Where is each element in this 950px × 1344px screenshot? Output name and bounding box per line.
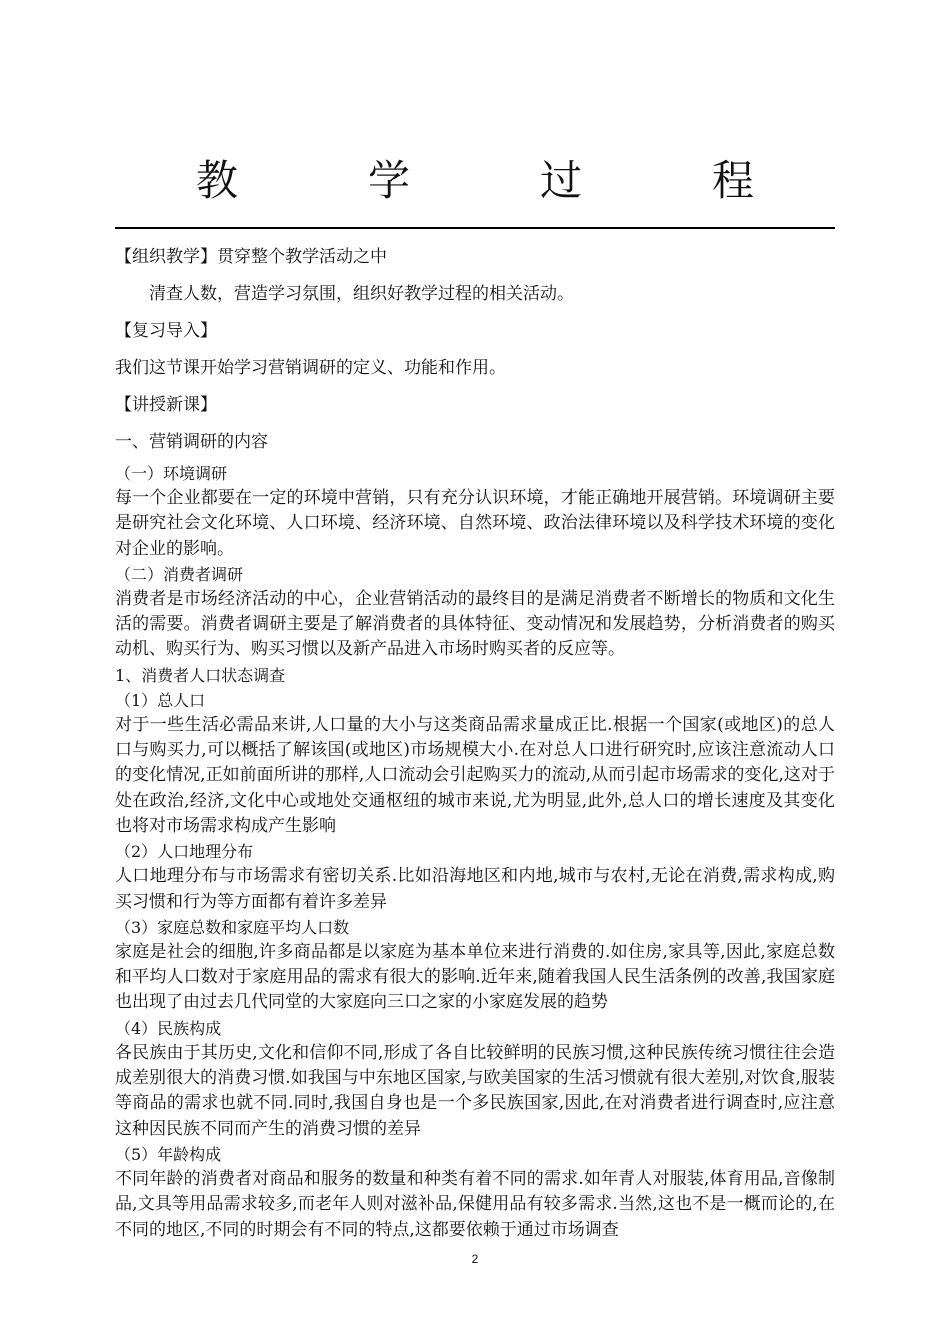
env-text: 每一个企业都要在一定的环境中营销，只有充分认识环境，才能正确地开展营销。环境调研主要是研究社会文化环境、人口环境、经济环境、自然环境、政治法律环境以及科学技术环境的变化对企业的影响。 <box>115 488 835 559</box>
page-title: 教 学 过 程 <box>195 156 798 205</box>
review-heading: 【复习导入】 <box>115 321 217 341</box>
review-text: 我们这节课开始学习营销调研的定义、功能和作用。 <box>115 358 506 378</box>
item-heading: （2）人口地理分布 <box>115 842 254 862</box>
consumer-text: 消费者是市场经济活动的中心，企业营销活动的最终目的是满足消费者不断增长的物质和文化生活的需要。消费者调研主要是了解消费者的具体特征、变动情况和发展趋势，分析消费者的购买动机、购买行为、购买习惯以及新产品进入市场时购买者的反应等。 <box>115 588 835 660</box>
consumer-heading: （二）消费者调研 <box>115 564 244 584</box>
item-text: 对于一些生活必需品来讲,人口量的大小与这类商品需求量成正比.根据一个国家(或地区)的总人口与购买力,可以概括了解该国(或地区)市场规模大小.在对总人口进行研究时,应该注意流动人口的变化情况,正如前面所讲的那样,人口流动会引起购买力的流动,从而引起市场需求的变化,这对于处在政治,经济,文化中心或地处交通枢纽的城市来说,尤为明显,此外,总人口的增长速度及其变化也将对市场需求构成产生影响 <box>115 714 835 836</box>
organize-heading: 【组织教学】贯穿整个教学活动之中 <box>115 247 387 267</box>
item-heading: （1）总人口 <box>115 690 206 710</box>
page-number: 2 <box>471 1252 479 1266</box>
item-heading: （3）家庭总数和家庭平均人口数 <box>115 917 350 937</box>
title-divider <box>115 227 835 229</box>
lecture-heading: 【讲授新课】 <box>115 395 217 415</box>
section-heading: 一、营销调研的内容 <box>115 432 268 452</box>
item-text: 家庭是社会的细胞,许多商品都是以家庭为基本单位来进行消费的.如住房,家具等,因此,家庭总数和平均人口数对于家庭用品的需求有很大的影响.近年来,随着我国人民生活条例的改善,我国家庭也出现了由过去几代同堂的大家庭向三口之家的小家庭发展的趋势 <box>115 941 835 1013</box>
item-text: 人口地理分布与市场需求有密切关系.比如沿海地区和内地,城市与农村,无论在消费,需求构成,购买习惯和行为等方面都有着许多差异 <box>115 866 835 912</box>
document-body <box>115 244 835 1243</box>
item-heading: （4）民族构成 <box>115 1018 222 1038</box>
item-heading: （5）年龄构成 <box>115 1144 222 1164</box>
organize-text: 清查人数，营造学习氛围，组织好教学过程的相关活动。 <box>149 284 574 304</box>
item-text: 不同年龄的消费者对商品和服务的数量和种类有着不同的需求.如年青人对服装,体育用品,音像制品,文具等用品需求较多,而老年人则对滋补品,保健用品有较多需求.当然,这也不是一概而论的,在不同的地区,不同的时期会有不同的特点,这都要依赖于通过市场调查 <box>115 1168 835 1240</box>
item-text: 各民族由于其历史,文化和信仰不同,形成了各自比较鲜明的民族习惯,这种民族传统习惯往往会造成差别很大的消费习惯.如我国与中东地区国家,与欧美国家的生活习惯就有很大差别,对饮食,服装等商品的需求也就不同.同时,我国自身也是一个多民族国家,因此,在对消费者进行调查时,应注意这种因民族不同而产生的消费习惯的差异 <box>115 1042 835 1139</box>
env-heading: （一）环境调研 <box>115 464 228 483</box>
population-heading: 1、消费者人口状态调查 <box>115 665 286 685</box>
